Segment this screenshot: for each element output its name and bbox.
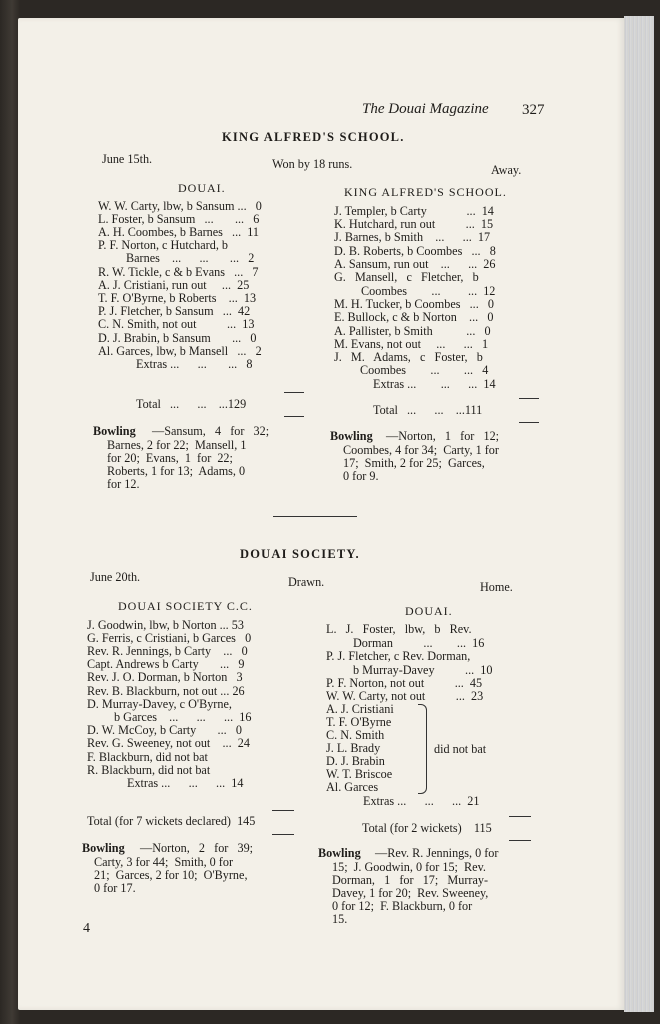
extras-line: Extras ... ... ... 14 <box>127 776 244 790</box>
total-rule <box>284 416 304 417</box>
batting-line: Rev. B. Blackburn, not out ... 26 <box>87 684 245 698</box>
batting-line: K. Hutchard, run out ... 15 <box>334 217 494 231</box>
batting-line: L. Foster, b Sansum ... ... 6 <box>98 212 260 226</box>
bowling-label: Bowling <box>318 846 361 860</box>
bowling-line: —Norton, 1 for 12; <box>386 429 500 443</box>
match-result: Drawn. <box>288 575 325 589</box>
innings-title: KING ALFRED'S SCHOOL. <box>344 185 507 199</box>
batting-line: W. W. Carty, not out ... 23 <box>326 689 484 703</box>
batting-line: A. J. Cristiani <box>326 702 394 716</box>
batting-line: G. Mansell, c Fletcher, b <box>334 270 479 284</box>
batting-line: Dorman ... ... 16 <box>353 636 485 650</box>
bowling-label: Bowling <box>82 841 125 855</box>
match-venue: Away. <box>491 163 522 177</box>
page-number: 327 <box>522 102 545 118</box>
batting-line: D. Murray-Davey, c O'Byrne, <box>87 697 232 711</box>
batting-line: J. M. Adams, c Foster, b <box>334 350 483 364</box>
did-not-bat-brace <box>418 704 427 794</box>
batting-line: W. W. Carty, lbw, b Sansum ... 0 <box>98 199 262 213</box>
batting-line: Rev. R. Jennings, b Carty ... 0 <box>87 644 248 658</box>
batting-line: A. Pallister, b Smith ... 0 <box>334 324 491 338</box>
batting-line: M. H. Tucker, b Coombes ... 0 <box>334 297 494 311</box>
bowling-line: 15. <box>332 912 348 926</box>
extras-line: Extras ... ... ... 21 <box>363 794 480 808</box>
batting-line: R. W. Tickle, c & b Evans ... 7 <box>98 265 259 279</box>
total-rule <box>272 810 294 811</box>
batting-line: W. T. Briscoe <box>326 767 393 781</box>
batting-line: P. J. Fletcher, b Sansum ... 42 <box>98 304 251 318</box>
match-result: Won by 18 runs. <box>272 157 353 171</box>
batting-line: Rev. J. O. Dorman, b Norton 3 <box>87 670 243 684</box>
batting-line: G. Ferris, c Cristiani, b Garces 0 <box>87 631 252 645</box>
batting-line: Coombes ... ... 4 <box>360 363 489 377</box>
batting-line: b Murray-Davey ... 10 <box>353 663 493 677</box>
bowling-line: 0 for 17. <box>94 881 136 895</box>
batting-line: D. J. Brabin <box>326 754 385 768</box>
batting-line: M. Evans, not out ... ... 1 <box>334 337 489 351</box>
batting-line: D. B. Roberts, b Coombes ... 8 <box>334 244 496 258</box>
bowling-line: Coombes, 4 for 34; Carty, 1 for <box>343 443 499 457</box>
section-divider <box>273 516 357 517</box>
batting-line: A. J. Cristiani, run out ... 25 <box>98 278 250 292</box>
bowling-line: Carty, 3 for 44; Smith, 0 for <box>94 855 234 869</box>
batting-line: Al. Garces, lbw, b Mansell ... 2 <box>98 344 262 358</box>
batting-line: Capt. Andrews b Carty ... 9 <box>87 657 245 671</box>
extras-line: Extras ... ... ... 14 <box>373 377 496 391</box>
match-date: June 20th. <box>90 570 141 584</box>
batting-line: T. F. O'Byrne, b Roberts ... 13 <box>98 291 257 305</box>
bowling-line: —Sansum, 4 for 32; <box>152 424 270 438</box>
batting-line: D. J. Brabin, b Sansum ... 0 <box>98 331 257 345</box>
batting-line: D. W. McCoy, b Carty ... 0 <box>87 723 242 737</box>
batting-line: Al. Garces <box>326 780 379 794</box>
batting-line: C. N. Smith <box>326 728 385 742</box>
total-line: Total (for 2 wickets) 115 <box>362 821 492 835</box>
did-not-bat-note: did not bat <box>434 742 487 756</box>
match-date: June 15th. <box>102 152 153 166</box>
bowling-line: Davey, 1 for 20; Rev. Sweeney, <box>332 886 489 900</box>
batting-line: Barnes ... ... ... 2 <box>126 251 255 265</box>
innings-title: DOUAI SOCIETY C.C. <box>118 599 253 613</box>
total-rule <box>509 816 531 817</box>
bowling-line: Barnes, 2 for 22; Mansell, 1 <box>107 438 247 452</box>
batting-line: J. Templer, b Carty ... 14 <box>334 204 494 218</box>
bowling-line: Dorman, 1 for 17; Murray- <box>332 873 489 887</box>
match-heading: KING ALFRED'S SCHOOL. <box>222 130 405 144</box>
batting-line: Coombes ... ... 12 <box>361 284 496 298</box>
batting-line: J. Goodwin, lbw, b Norton ... 53 <box>87 618 244 632</box>
match-heading: DOUAI SOCIETY. <box>240 547 360 561</box>
batting-line: L. J. Foster, lbw, b Rev. <box>326 622 472 636</box>
innings-title: DOUAI. <box>405 604 453 618</box>
total-rule <box>519 422 539 423</box>
bowling-line: —Rev. R. Jennings, 0 for <box>375 846 499 860</box>
batting-line: Rev. G. Sweeney, not out ... 24 <box>87 736 250 750</box>
bowling-line: —Norton, 2 for 39; <box>140 841 254 855</box>
innings-title: DOUAI. <box>178 181 226 195</box>
bowling-line: 15; J. Goodwin, 0 for 15; Rev. <box>332 860 486 874</box>
batting-line: T. F. O'Byrne <box>326 715 392 729</box>
batting-line: P. F. Norton, c Hutchard, b <box>98 238 229 252</box>
bowling-line: 17; Smith, 2 for 25; Garces, <box>343 456 485 470</box>
total-line: Total (for 7 wickets declared) 145 <box>87 814 256 828</box>
batting-line: J. L. Brady <box>326 741 381 755</box>
running-header: The Douai Magazine <box>362 101 489 117</box>
batting-line: P. J. Fletcher, c Rev. Dorman, <box>326 649 471 663</box>
batting-line: b Garces ... ... ... 16 <box>114 710 252 724</box>
bowling-label: Bowling <box>93 424 136 438</box>
total-line: Total ... ... ...111 <box>373 403 483 417</box>
bowling-line: Roberts, 1 for 13; Adams, 0 <box>107 464 246 478</box>
total-line: Total ... ... ...129 <box>136 397 247 411</box>
total-rule <box>284 392 304 393</box>
batting-line: A. Sansum, run out ... ... 26 <box>334 257 496 271</box>
bowling-label: Bowling <box>330 429 373 443</box>
match-venue: Home. <box>480 580 513 594</box>
signature-mark: 4 <box>83 921 90 936</box>
batting-line: P. F. Norton, not out ... 45 <box>326 676 483 690</box>
bowling-line: 0 for 12; F. Blackburn, 0 for <box>332 899 473 913</box>
extras-line: Extras ... ... ... 8 <box>136 357 253 371</box>
bowling-line: for 12. <box>107 477 140 491</box>
page-edges <box>624 16 654 1012</box>
bowling-line: 21; Garces, 2 for 10; O'Byrne, <box>94 868 248 882</box>
batting-line: J. Barnes, b Smith ... ... 17 <box>334 230 491 244</box>
batting-line: E. Bullock, c & b Norton ... 0 <box>334 310 494 324</box>
batting-line: F. Blackburn, did not bat <box>87 750 208 764</box>
total-rule <box>519 398 539 399</box>
batting-line: C. N. Smith, not out ... 13 <box>98 317 255 331</box>
bowling-line: 0 for 9. <box>343 469 379 483</box>
total-rule <box>272 834 294 835</box>
bowling-line: for 20; Evans, 1 for 22; <box>107 451 233 465</box>
total-rule <box>509 840 531 841</box>
batting-line: A. H. Coombes, b Barnes ... 11 <box>98 225 260 239</box>
batting-line: R. Blackburn, did not bat <box>87 763 211 777</box>
